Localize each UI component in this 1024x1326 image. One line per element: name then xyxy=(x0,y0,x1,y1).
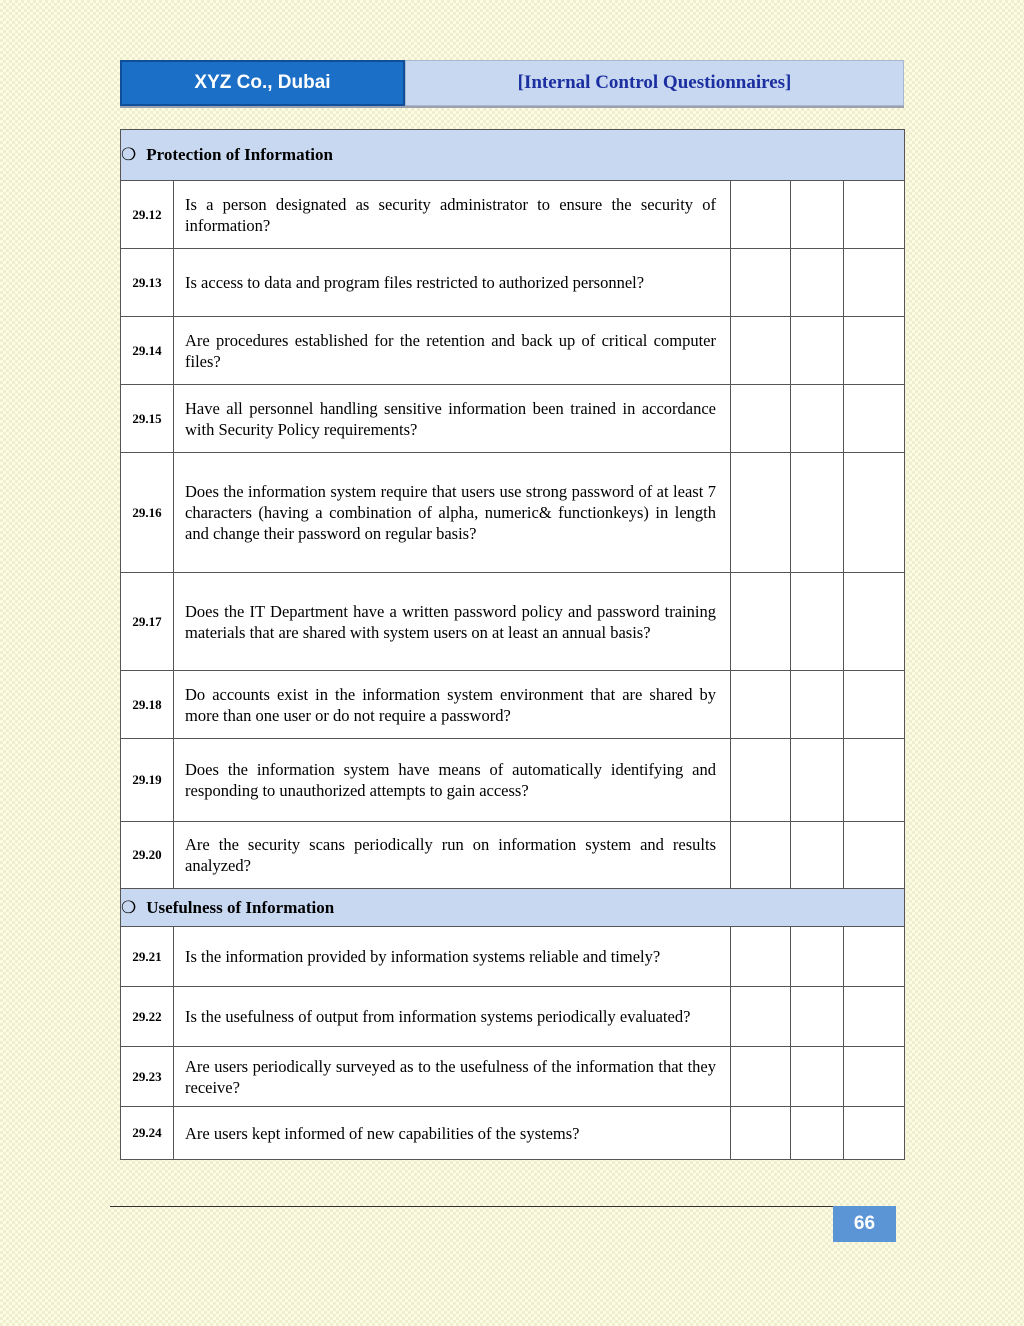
question-text: Is access to data and program files restricted to authorized personnel? xyxy=(174,249,731,317)
answer-cell[interactable] xyxy=(731,927,791,987)
answer-cell[interactable] xyxy=(844,822,905,889)
questionnaire-table xyxy=(120,129,905,1160)
question-row xyxy=(121,385,905,453)
answer-cell[interactable] xyxy=(791,181,844,249)
question-text: Are users periodically surveyed as to the usefulness of the information that they receive? xyxy=(174,1047,731,1107)
page-header xyxy=(120,60,904,108)
question-number: 29.23 xyxy=(121,1047,174,1107)
question-row xyxy=(121,987,905,1047)
question-row xyxy=(121,181,905,249)
answer-cell[interactable] xyxy=(791,317,844,385)
question-text: Does the IT Department have a written password policy and password training materials that are shared with system users on at least an annual basis? xyxy=(174,573,731,671)
question-text: Are the security scans periodically run on information system and results analyzed? xyxy=(174,822,731,889)
answer-cell[interactable] xyxy=(844,249,905,317)
answer-cell[interactable] xyxy=(844,385,905,453)
circle-bullet-icon: ❍ xyxy=(121,897,137,918)
answer-cell[interactable] xyxy=(731,1047,791,1107)
question-number: 29.22 xyxy=(121,987,174,1047)
answer-cell[interactable] xyxy=(844,1107,905,1160)
answer-cell[interactable] xyxy=(731,987,791,1047)
answer-cell[interactable] xyxy=(844,573,905,671)
answer-cell[interactable] xyxy=(791,822,844,889)
question-row xyxy=(121,822,905,889)
answer-cell[interactable] xyxy=(731,822,791,889)
question-text: Is the information provided by information systems reliable and timely? xyxy=(174,927,731,987)
section-header-usefulness xyxy=(121,889,905,927)
answer-cell[interactable] xyxy=(731,573,791,671)
question-text: Are users kept informed of new capabilities of the systems? xyxy=(174,1107,731,1160)
answer-cell[interactable] xyxy=(791,453,844,573)
question-number: 29.12 xyxy=(121,181,174,249)
document-title: [Internal Control Questionnaires] xyxy=(405,60,904,106)
question-row xyxy=(121,453,905,573)
company-name: XYZ Co., Dubai xyxy=(120,60,405,106)
question-row xyxy=(121,927,905,987)
question-row xyxy=(121,317,905,385)
question-row xyxy=(121,1047,905,1107)
answer-cell[interactable] xyxy=(791,573,844,671)
question-number: 29.15 xyxy=(121,385,174,453)
question-row xyxy=(121,249,905,317)
answer-cell[interactable] xyxy=(791,987,844,1047)
question-text: Is the usefulness of output from information systems periodically evaluated? xyxy=(174,987,731,1047)
question-number: 29.13 xyxy=(121,249,174,317)
answer-cell[interactable] xyxy=(791,1107,844,1160)
question-text: Does the information system have means of automatically identifying and responding to unauthorized attempts to gain access? xyxy=(174,739,731,822)
question-row xyxy=(121,671,905,739)
page-number: 66 xyxy=(833,1206,896,1242)
question-number: 29.14 xyxy=(121,317,174,385)
answer-cell[interactable] xyxy=(844,317,905,385)
question-number: 29.19 xyxy=(121,739,174,822)
answer-cell[interactable] xyxy=(844,987,905,1047)
answer-cell[interactable] xyxy=(844,453,905,573)
answer-cell[interactable] xyxy=(731,181,791,249)
answer-cell[interactable] xyxy=(731,249,791,317)
section-title: Protection of Information xyxy=(146,145,333,164)
answer-cell[interactable] xyxy=(844,927,905,987)
answer-cell[interactable] xyxy=(731,317,791,385)
question-text: Are procedures established for the retention and back up of critical computer files? xyxy=(174,317,731,385)
question-row xyxy=(121,1107,905,1160)
answer-cell[interactable] xyxy=(791,385,844,453)
question-number: 29.18 xyxy=(121,671,174,739)
question-row xyxy=(121,739,905,822)
section-header-protection xyxy=(121,130,905,181)
answer-cell[interactable] xyxy=(791,671,844,739)
question-number: 29.20 xyxy=(121,822,174,889)
answer-cell[interactable] xyxy=(844,1047,905,1107)
answer-cell[interactable] xyxy=(731,1107,791,1160)
question-number: 29.16 xyxy=(121,453,174,573)
answer-cell[interactable] xyxy=(731,671,791,739)
answer-cell[interactable] xyxy=(731,739,791,822)
question-number: 29.21 xyxy=(121,927,174,987)
answer-cell[interactable] xyxy=(791,739,844,822)
question-text: Have all personnel handling sensitive information been trained in accordance with Security Policy requirements? xyxy=(174,385,731,453)
section-title: Usefulness of Information xyxy=(146,897,335,917)
question-text: Does the information system require that users use strong password of at least 7 characters (having a combination of alpha, numeric& functionkeys) in length and change their password on regular basis? xyxy=(174,453,731,573)
answer-cell[interactable] xyxy=(791,927,844,987)
answer-cell[interactable] xyxy=(791,1047,844,1107)
question-number: 29.17 xyxy=(121,573,174,671)
answer-cell[interactable] xyxy=(731,385,791,453)
question-row xyxy=(121,573,905,671)
question-number: 29.24 xyxy=(121,1107,174,1160)
question-text: Is a person designated as security administrator to ensure the security of information? xyxy=(174,181,731,249)
answer-cell[interactable] xyxy=(844,181,905,249)
answer-cell[interactable] xyxy=(731,453,791,573)
answer-cell[interactable] xyxy=(844,739,905,822)
footer-divider xyxy=(110,1206,896,1207)
circle-bullet-icon: ❍ xyxy=(121,145,137,165)
question-text: Do accounts exist in the information system environment that are shared by more than one user or do not require a password? xyxy=(174,671,731,739)
answer-cell[interactable] xyxy=(791,249,844,317)
answer-cell[interactable] xyxy=(844,671,905,739)
